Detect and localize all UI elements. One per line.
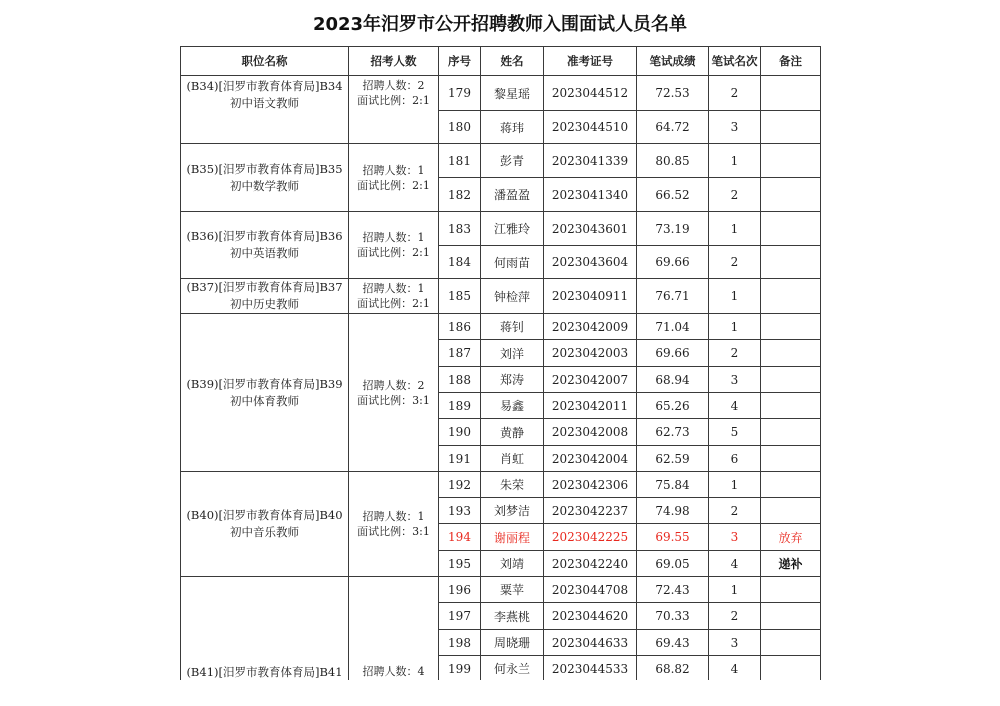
ticket-cell: 2023042009 bbox=[544, 314, 637, 340]
rank-cell: 1 bbox=[709, 314, 761, 340]
ticket-cell: 2023044512 bbox=[544, 76, 637, 111]
name-cell: 刘梦洁 bbox=[481, 498, 544, 524]
position-code: (B34)[汨罗市教育体育局]B34 bbox=[186, 79, 343, 93]
table-row bbox=[181, 144, 821, 178]
name-cell: 彭青 bbox=[481, 144, 544, 178]
name-cell: 潘盈盈 bbox=[481, 178, 544, 212]
score-cell: 68.94 bbox=[637, 367, 709, 393]
seq-cell: 189 bbox=[439, 393, 481, 419]
score-cell: 69.43 bbox=[637, 630, 709, 656]
note-cell bbox=[761, 367, 821, 393]
position-code: (B36)[汨罗市教育体育局]B36 bbox=[186, 229, 343, 243]
position-cell bbox=[181, 76, 349, 144]
ticket-cell: 2023044533 bbox=[544, 656, 637, 682]
note-cell: 递补 bbox=[761, 551, 821, 577]
header-ticket: 准考证号 bbox=[544, 47, 637, 76]
seq-cell: 193 bbox=[439, 498, 481, 524]
name-cell: 钟检萍 bbox=[481, 279, 544, 314]
name-cell: 江雅玲 bbox=[481, 212, 544, 246]
name-cell: 蒋玮 bbox=[481, 111, 544, 144]
seq-cell: 197 bbox=[439, 603, 481, 630]
rank-cell: 3 bbox=[709, 630, 761, 656]
ticket-cell: 2023040911 bbox=[544, 279, 637, 314]
note-cell bbox=[761, 279, 821, 314]
header-recruit: 招考人数 bbox=[349, 47, 439, 76]
seq-cell: 198 bbox=[439, 630, 481, 656]
note-cell bbox=[761, 178, 821, 212]
score-cell: 73.19 bbox=[637, 212, 709, 246]
score-cell: 62.59 bbox=[637, 446, 709, 472]
note-cell bbox=[761, 498, 821, 524]
interview-ratio: 面试比例：2:1 bbox=[357, 246, 430, 259]
rank-cell: 3 bbox=[709, 524, 761, 551]
position-code: (B37)[汨罗市教育体育局]B37 bbox=[186, 280, 343, 294]
note-cell bbox=[761, 656, 821, 682]
name-cell: 谢丽程 bbox=[481, 524, 544, 551]
name-cell: 粟苹 bbox=[481, 577, 544, 603]
ticket-cell: 2023042306 bbox=[544, 472, 637, 498]
ticket-cell: 2023042240 bbox=[544, 551, 637, 577]
interview-ratio: 面试比例：3:1 bbox=[357, 525, 430, 538]
position-cell bbox=[181, 577, 349, 682]
rank-cell: 1 bbox=[709, 472, 761, 498]
seq-cell: 181 bbox=[439, 144, 481, 178]
recruit-cell bbox=[349, 279, 439, 314]
ticket-cell: 2023044633 bbox=[544, 630, 637, 656]
rank-cell: 6 bbox=[709, 446, 761, 472]
score-cell: 76.71 bbox=[637, 279, 709, 314]
seq-cell: 194 bbox=[439, 524, 481, 551]
name-cell: 蒋钊 bbox=[481, 314, 544, 340]
recruit-cell bbox=[349, 144, 439, 212]
seq-cell: 182 bbox=[439, 178, 481, 212]
rank-cell: 2 bbox=[709, 340, 761, 367]
recruit-count: 招聘人数：4 bbox=[362, 665, 425, 678]
note-cell bbox=[761, 144, 821, 178]
name-cell: 黎星瑶 bbox=[481, 76, 544, 111]
score-cell: 72.53 bbox=[637, 76, 709, 111]
rank-cell: 3 bbox=[709, 111, 761, 144]
seq-cell: 195 bbox=[439, 551, 481, 577]
ticket-cell: 2023042003 bbox=[544, 340, 637, 367]
rank-cell: 4 bbox=[709, 551, 761, 577]
ticket-cell: 2023043604 bbox=[544, 246, 637, 279]
score-cell: 62.73 bbox=[637, 419, 709, 446]
seq-cell: 199 bbox=[439, 656, 481, 682]
ticket-cell: 2023042004 bbox=[544, 446, 637, 472]
recruit-count: 招聘人数：1 bbox=[362, 510, 425, 523]
seq-cell: 191 bbox=[439, 446, 481, 472]
rank-cell: 1 bbox=[709, 279, 761, 314]
position-title: 初中音乐教师 bbox=[230, 525, 299, 539]
rank-cell: 2 bbox=[709, 498, 761, 524]
score-cell: 69.55 bbox=[637, 524, 709, 551]
recruit-count: 招聘人数：1 bbox=[362, 231, 425, 244]
note-cell bbox=[761, 603, 821, 630]
recruit-cell bbox=[349, 212, 439, 279]
position-code: (B40)[汨罗市教育体育局]B40 bbox=[186, 508, 343, 522]
ticket-cell: 2023042225 bbox=[544, 524, 637, 551]
name-cell: 朱荣 bbox=[481, 472, 544, 498]
ticket-cell: 2023042011 bbox=[544, 393, 637, 419]
note-cell bbox=[761, 246, 821, 279]
ticket-cell: 2023043601 bbox=[544, 212, 637, 246]
note-cell bbox=[761, 419, 821, 446]
rank-cell: 2 bbox=[709, 603, 761, 630]
recruit-count: 招聘人数：2 bbox=[362, 378, 425, 392]
position-cell bbox=[181, 212, 349, 279]
seq-cell: 179 bbox=[439, 76, 481, 111]
ticket-cell: 2023042237 bbox=[544, 498, 637, 524]
recruit-count: 招聘人数：1 bbox=[362, 163, 425, 177]
ticket-cell: 2023042008 bbox=[544, 419, 637, 446]
ticket-cell: 2023042007 bbox=[544, 367, 637, 393]
page-bottom-margin bbox=[0, 680, 1000, 706]
note-cell bbox=[761, 212, 821, 246]
score-cell: 70.33 bbox=[637, 603, 709, 630]
table-row bbox=[181, 577, 821, 603]
seq-cell: 183 bbox=[439, 212, 481, 246]
seq-cell: 196 bbox=[439, 577, 481, 603]
position-title: 初中历史教师 bbox=[230, 297, 299, 311]
note-cell bbox=[761, 393, 821, 419]
name-cell: 周晓珊 bbox=[481, 630, 544, 656]
ticket-cell: 2023044620 bbox=[544, 603, 637, 630]
header-row bbox=[181, 47, 821, 76]
header-rank: 笔试名次 bbox=[709, 47, 761, 76]
position-title: 初中语文教师 bbox=[230, 96, 299, 110]
position-cell bbox=[181, 279, 349, 314]
score-cell: 72.43 bbox=[637, 577, 709, 603]
seq-cell: 186 bbox=[439, 314, 481, 340]
header-position: 职位名称 bbox=[181, 47, 349, 76]
position-code: (B39)[汨罗市教育体育局]B39 bbox=[186, 376, 343, 391]
score-cell: 65.26 bbox=[637, 393, 709, 419]
rank-cell: 1 bbox=[709, 144, 761, 178]
note-cell bbox=[761, 577, 821, 603]
header-note: 备注 bbox=[761, 47, 821, 76]
note-cell bbox=[761, 472, 821, 498]
note-cell bbox=[761, 446, 821, 472]
rank-cell: 5 bbox=[709, 419, 761, 446]
score-cell: 75.84 bbox=[637, 472, 709, 498]
position-cell bbox=[181, 314, 349, 472]
score-cell: 74.98 bbox=[637, 498, 709, 524]
position-title: 初中数学教师 bbox=[230, 178, 299, 193]
score-cell: 66.52 bbox=[637, 178, 709, 212]
table-row bbox=[181, 279, 821, 314]
rank-cell: 1 bbox=[709, 212, 761, 246]
seq-cell: 192 bbox=[439, 472, 481, 498]
ticket-cell: 2023044510 bbox=[544, 111, 637, 144]
position-cell bbox=[181, 144, 349, 212]
note-cell bbox=[761, 76, 821, 111]
ticket-cell: 2023041339 bbox=[544, 144, 637, 178]
position-cell bbox=[181, 472, 349, 577]
position-title: 初中英语教师 bbox=[230, 246, 299, 260]
score-cell: 80.85 bbox=[637, 144, 709, 178]
ticket-cell: 2023041340 bbox=[544, 178, 637, 212]
recruit-cell bbox=[349, 472, 439, 577]
note-cell bbox=[761, 340, 821, 367]
note-cell bbox=[761, 630, 821, 656]
page-title: 2023年汨罗市公开招聘教师入围面试人员名单 bbox=[312, 14, 688, 35]
header-name: 姓名 bbox=[481, 47, 544, 76]
score-cell: 64.72 bbox=[637, 111, 709, 144]
table-row bbox=[181, 314, 821, 340]
rank-cell: 2 bbox=[709, 178, 761, 212]
name-cell: 何永兰 bbox=[481, 656, 544, 682]
position-code: (B35)[汨罗市教育体育局]B35 bbox=[186, 161, 343, 176]
recruit-cell bbox=[349, 76, 439, 144]
recruit-cell bbox=[349, 314, 439, 472]
name-cell: 李燕桃 bbox=[481, 603, 544, 630]
interview-list-table bbox=[180, 46, 821, 682]
interview-ratio: 面试比例：3:1 bbox=[357, 393, 430, 407]
header-score: 笔试成绩 bbox=[637, 47, 709, 76]
recruit-count: 招聘人数：2 bbox=[362, 79, 425, 92]
note-cell bbox=[761, 314, 821, 340]
ticket-cell: 2023044708 bbox=[544, 577, 637, 603]
name-cell: 易鑫 bbox=[481, 393, 544, 419]
name-cell: 肖虹 bbox=[481, 446, 544, 472]
rank-cell: 2 bbox=[709, 246, 761, 279]
interview-ratio: 面试比例：2:1 bbox=[357, 94, 430, 107]
interview-ratio: 面试比例：2:1 bbox=[357, 297, 430, 310]
recruit-cell bbox=[349, 577, 439, 682]
rank-cell: 1 bbox=[709, 577, 761, 603]
score-cell: 69.66 bbox=[637, 246, 709, 279]
note-cell: 放弃 bbox=[761, 524, 821, 551]
seq-cell: 190 bbox=[439, 419, 481, 446]
rank-cell: 2 bbox=[709, 76, 761, 111]
seq-cell: 180 bbox=[439, 111, 481, 144]
recruit-count: 招聘人数：1 bbox=[362, 282, 425, 295]
score-cell: 69.66 bbox=[637, 340, 709, 367]
seq-cell: 187 bbox=[439, 340, 481, 367]
position-title: 初中体育教师 bbox=[230, 393, 299, 408]
rank-cell: 4 bbox=[709, 656, 761, 682]
rank-cell: 4 bbox=[709, 393, 761, 419]
name-cell: 郑涛 bbox=[481, 367, 544, 393]
name-cell: 刘洋 bbox=[481, 340, 544, 367]
seq-cell: 185 bbox=[439, 279, 481, 314]
score-cell: 68.82 bbox=[637, 656, 709, 682]
position-code: (B41)[汨罗市教育体育局]B41 bbox=[186, 665, 343, 679]
table-row bbox=[181, 76, 821, 111]
seq-cell: 188 bbox=[439, 367, 481, 393]
interview-ratio: 面试比例：2:1 bbox=[357, 178, 430, 192]
table-row bbox=[181, 472, 821, 498]
header-seq: 序号 bbox=[439, 47, 481, 76]
name-cell: 何雨苗 bbox=[481, 246, 544, 279]
table-row bbox=[181, 212, 821, 246]
rank-cell: 3 bbox=[709, 367, 761, 393]
score-cell: 69.05 bbox=[637, 551, 709, 577]
name-cell: 刘靖 bbox=[481, 551, 544, 577]
score-cell: 71.04 bbox=[637, 314, 709, 340]
seq-cell: 184 bbox=[439, 246, 481, 279]
name-cell: 黄静 bbox=[481, 419, 544, 446]
note-cell bbox=[761, 111, 821, 144]
